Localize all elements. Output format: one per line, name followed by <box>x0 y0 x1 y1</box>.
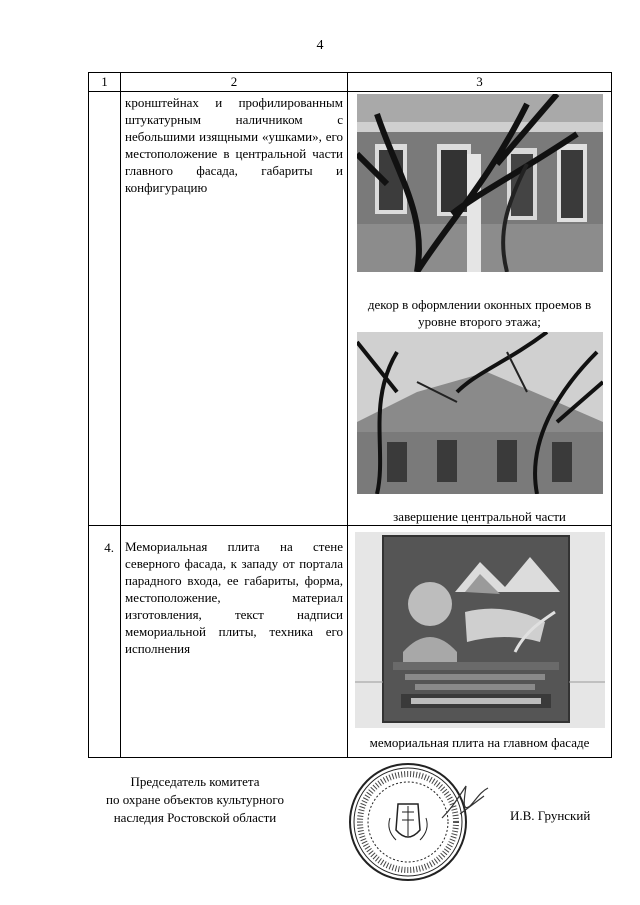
photo-caption: декор в оформлении оконных проемов в уровне второго этажа; <box>367 297 592 329</box>
objects-table <box>88 72 612 758</box>
table-row <box>89 92 612 526</box>
row-description: Мемориальная плита на стене северного фасада, к западу от портала парадного входа, ее габариты, форма, местоположение, материал изготовления, текст надписи мемориальной плиты, техника его исполнения <box>121 526 348 758</box>
row-number <box>89 92 121 526</box>
page-number: 4 <box>316 38 324 53</box>
photo-memorial-plaque <box>355 532 605 728</box>
signatory-title-line: по охране объектов культурного <box>106 792 284 807</box>
signatory-title-line: Председатель комитета <box>130 774 260 789</box>
row-photos <box>348 92 612 526</box>
table-header-row <box>89 73 612 92</box>
photo-caption: мемориальная плита на главном фасаде <box>369 735 590 750</box>
signatory-title <box>80 773 310 827</box>
signatory-title-line: наследия Ростовской области <box>113 810 277 825</box>
row-description: кронштейнах и профилированным штукатурным наличником с небольшими изящными «ушками», его местоположение в центральной части главного фасада, габариты и конфигурацию <box>121 92 348 526</box>
photo-central-part <box>357 332 603 494</box>
table-row <box>89 526 612 758</box>
handwritten-signature <box>440 778 500 828</box>
photo-window-decor <box>357 94 603 272</box>
signatory-name: И.В. Грунский <box>510 808 591 823</box>
header-col-3: 3 <box>348 73 612 92</box>
row-number: 4. <box>89 526 121 758</box>
header-col-2: 2 <box>121 73 348 92</box>
photo-caption: завершение центральной части <box>393 509 566 524</box>
row-photos <box>348 526 612 758</box>
header-col-1: 1 <box>89 73 121 92</box>
